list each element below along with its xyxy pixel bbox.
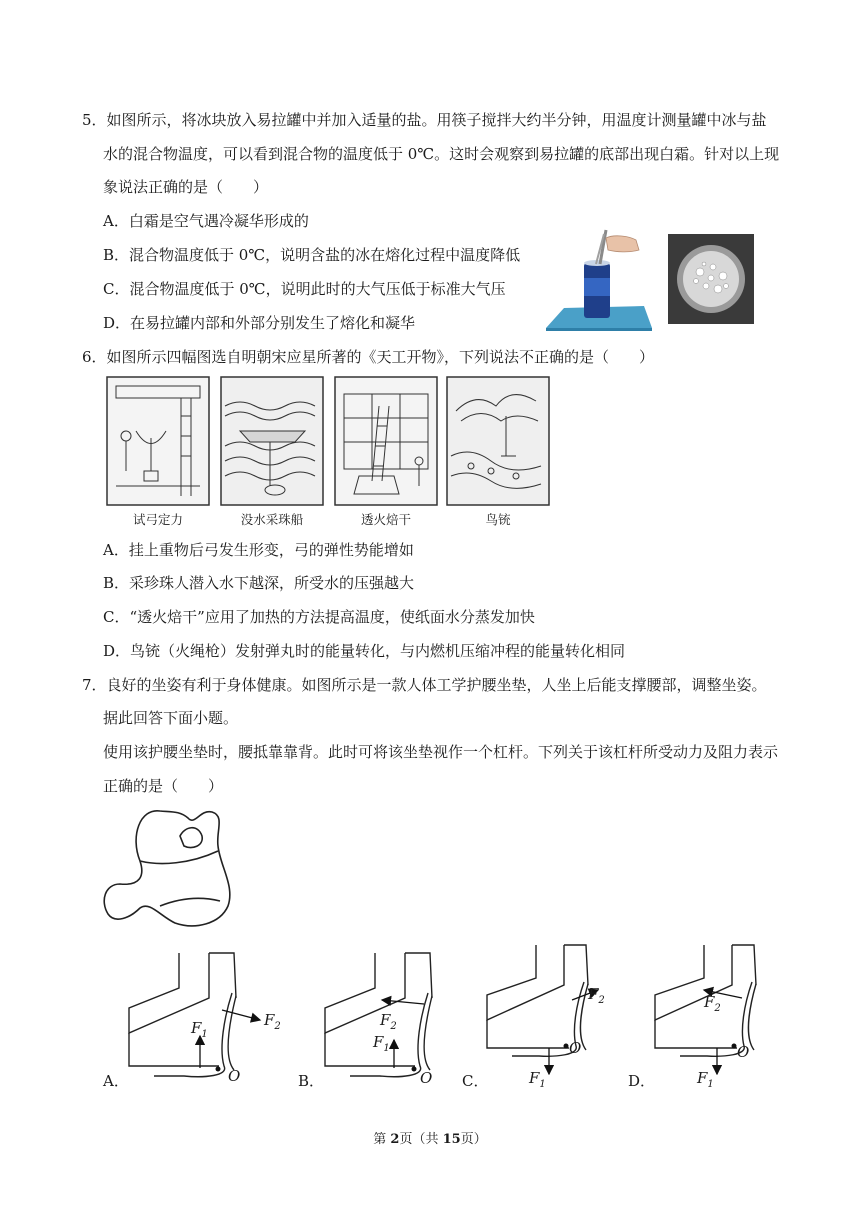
q6-woodcut-musket — [446, 376, 550, 506]
q7-option-d-figure[interactable] — [652, 940, 792, 1075]
q6-option-a[interactable]: A．挂上重物后弓发生形变，弓的弹性势能增如 — [103, 541, 414, 559]
q7-stem-line-2: 据此回答下面小题。 — [103, 709, 239, 727]
q7-c-f2-label: $F_2$ — [588, 985, 605, 1006]
q6-number: 6． — [82, 348, 107, 366]
q7-b-o-label: O — [420, 1069, 433, 1087]
q7-stem-line-3: 使用该护腰坐垫时，腰抵靠靠背。此时可将该坐垫视作一个杠杆。下列关于该杠杆所受动力及阻力表示 — [103, 743, 779, 761]
q6-woodcut-drying — [334, 376, 438, 506]
q6-option-d[interactable]: D．鸟铳（火绳枪）发射弹丸时的能量转化，与内燃机压缩冲程的能量转化相同 — [103, 642, 626, 660]
q5-option-b[interactable]: B．混合物温度低于 0℃，说明含盐的冰在熔化过程中温度降低 — [103, 246, 521, 264]
q6-caption-bow: 试弓定力 — [132, 512, 183, 527]
q7-number: 7． — [82, 676, 107, 694]
q7-a-o-label: O — [228, 1067, 241, 1085]
q5-number: 5． — [82, 111, 107, 129]
q6-caption-drying: 透火焙干 — [360, 512, 411, 527]
q5-stem-line-3: 象说法正确的是（ ） — [103, 178, 269, 196]
q5-ice-photo — [668, 234, 754, 324]
q5-stem-line-1: 5．如图所示，将冰块放入易拉罐中并加入适量的盐。用筷子搅拌大约半分钟，用温度计测量罐中冰与盐 — [82, 111, 767, 129]
page-number: 2 — [390, 1132, 400, 1147]
q7-stem-line-1: 7．良好的坐姿有利于身体健康。如图所示是一款人体工学护腰坐垫，人坐上后能支撑腰部，调整坐姿。 — [82, 676, 767, 694]
q7-a-f1-label: $F_1$ — [191, 1019, 208, 1040]
q7-d-f2-label: $F_2$ — [704, 993, 721, 1014]
q7-c-o-label: O — [569, 1039, 582, 1057]
q7-b-f1-label: $F_1$ — [373, 1033, 390, 1054]
q6-caption-pearl-boat: 没水采珠船 — [240, 512, 304, 527]
q6-stem-line-1: 6．如图所示四幅图选自明朝宋应星所著的《天工开物》，下列说法不正确的是（ ） — [82, 348, 655, 366]
q7-cushion-figure — [100, 806, 250, 931]
page-footer: 第 2页（共 15页） — [373, 1132, 487, 1147]
q5-option-c[interactable]: C．混合物温度低于 0℃，说明此时的大气压低于标准大气压 — [103, 280, 506, 298]
q7-stem-line-4: 正确的是（ ） — [103, 777, 224, 795]
q7-d-o-label: O — [737, 1043, 750, 1061]
q6-option-c[interactable]: C．“透火焙干”应用了加热的方法提高温度，使纸面水分蒸发加快 — [103, 608, 535, 626]
q7-c-f1-label: $F_1$ — [529, 1069, 546, 1090]
q7-choice-d[interactable]: D． — [628, 1072, 656, 1090]
q7-d-f1-label: $F_1$ — [697, 1069, 714, 1090]
q7-a-f2-label: $F_2$ — [264, 1011, 281, 1032]
q6-woodcut-pearl-boat — [220, 376, 324, 506]
q7-choice-b[interactable]: B． — [298, 1072, 325, 1090]
q6-caption-musket: 鸟铳 — [485, 512, 511, 527]
q6-option-b[interactable]: B．采珍珠人潜入水下越深，所受水的压强越大 — [103, 574, 415, 592]
q5-option-d[interactable]: D．在易拉罐内部和外部分别发生了熔化和凝华 — [103, 314, 416, 332]
q7-choice-a[interactable]: A． — [103, 1072, 129, 1090]
q5-stem-line-2: 水的混合物温度，可以看到混合物的温度低于 0℃。这时会观察到易拉罐的底部出现白霜。针对以上现 — [103, 145, 780, 163]
q5-option-a[interactable]: A．白霜是空气遇冷凝华形成的 — [103, 212, 309, 230]
page-total: 15 — [442, 1132, 461, 1147]
q7-option-a-figure[interactable] — [124, 948, 274, 1083]
q6-woodcut-bow — [106, 376, 210, 506]
q7-choice-c[interactable]: C． — [462, 1072, 489, 1090]
q5-can-photo — [544, 228, 654, 333]
q7-b-f2-label: $F_2$ — [380, 1011, 397, 1032]
